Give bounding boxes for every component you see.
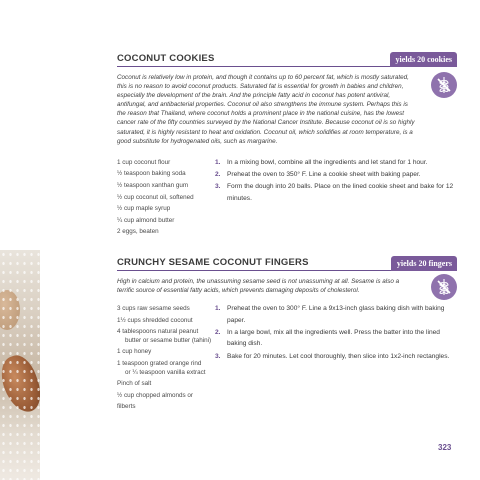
ingredient-item: ½ cup maple syrup	[117, 205, 171, 213]
recipe-intro: High in calcium and protein, the unassuming sesame seed is not unassuming at all. Sesame is also a terrific source of essential fatty acids, which prevents damaging deposits of cholesterol.	[117, 278, 400, 295]
step-list	[215, 303, 457, 362]
no-wheat-icon	[431, 72, 457, 98]
recipe-sesame-coconut-fingers	[117, 256, 457, 413]
step-text: In a large bowl, mix all the ingredients well. Press the batter into the lined baking dish.	[227, 328, 440, 348]
ingredient-item: butter or sesame butter (tahini)	[125, 337, 212, 345]
step-text: Preheat the oven to 350° F. Line a cookie sheet with baking paper.	[227, 170, 421, 178]
food-photo-edge	[0, 250, 40, 480]
recipe-coconut-cookies	[117, 52, 457, 238]
ingredient-item: ½ cup coconut oil, softened	[117, 193, 194, 201]
page-number: 323	[438, 443, 452, 452]
step-text: In a mixing bowl, combine all the ingredients and let stand for 1 hour.	[227, 158, 428, 166]
step-item	[215, 303, 457, 326]
ingredient-item: ½ teaspoon baking soda	[117, 170, 186, 178]
coconut-flakes	[0, 250, 40, 480]
no-wheat-icon	[431, 274, 457, 300]
yields-tab: yields 20 fingers	[391, 256, 457, 271]
ingredient-item: ¼ cup almond butter	[117, 216, 175, 224]
step-number: 1.	[215, 158, 221, 166]
recipe-header	[117, 52, 457, 67]
step-item	[215, 157, 457, 169]
ingredient-item: 2 eggs, beaten	[117, 228, 159, 236]
step-text: Form the dough into 20 balls. Place on the lined cookie sheet and bake for 12 minutes.	[227, 182, 454, 202]
yields-tab: yields 20 cookies	[390, 52, 457, 67]
recipe-title: COCONUT COOKIES	[117, 53, 215, 64]
ingredient-item: 1 cup honey	[117, 348, 152, 356]
ingredient-item: 1 teaspoon grated orange rind	[117, 360, 202, 368]
recipe-header	[117, 256, 457, 271]
step-number: 2.	[215, 328, 221, 336]
ingredient-list	[117, 303, 212, 413]
step-list	[215, 157, 457, 205]
step-number: 3.	[215, 182, 221, 190]
step-text: Preheat the oven to 300° F. Line a 9x13-inch glass baking dish with baking paper.	[227, 305, 445, 324]
ingredient-item: or ¼ teaspoon vanilla extract	[125, 369, 206, 377]
recipe-body	[117, 303, 457, 413]
step-item	[215, 351, 457, 363]
ingredient-list	[117, 157, 212, 238]
recipe-intro: Coconut is relatively low in protein, and though it contains up to 60 percent fat, which is mostly saturated, this is no reason to avoid coconut products. Saturated fat is essential for growth in babies and children, especially the development of the brain. And the principle fatty acid in coconut has potent antiviral, antifungal, and antibacterial properties. Coconut oil also strengthens the immune system. Perhaps this is the reason that Thailand, where coconut holds a prominent place in the national cuisine, has the lowest cancer rate of the fifty countries surveyed by the National Cancer Institute. Because coconut oil is so highly saturated, it is highly resistant to heat and oxidation. Coconut oil, which solidifies at room temperature, is a good substitute for hydrogenated oils, such as margarine.	[117, 74, 415, 145]
ingredient-item: 4 tablespoons natural peanut	[117, 328, 199, 336]
ingredient-item: Pinch of salt	[117, 380, 152, 388]
ingredient-item: 1 cup coconut flour	[117, 158, 171, 166]
step-number: 2.	[215, 170, 221, 178]
recipe-title: CRUNCHY SESAME COCONUT FINGERS	[117, 257, 309, 268]
recipe-body	[117, 157, 457, 238]
step-item	[215, 327, 457, 350]
ingredient-item: ½ teaspoon xanthan gum	[117, 181, 189, 189]
ingredient-item: 1½ cups shredded coconut	[117, 316, 193, 324]
ingredient-item: 3 cups raw sesame seeds	[117, 305, 190, 313]
step-item	[215, 169, 457, 181]
step-item	[215, 181, 457, 204]
step-text: Bake for 20 minutes. Let cool thoroughly, then slice into 1x2-inch rectangles.	[227, 352, 450, 360]
step-number: 1.	[215, 305, 221, 313]
ingredient-item: ½ cup chopped almonds or filberts	[117, 391, 193, 411]
step-number: 3.	[215, 352, 221, 360]
